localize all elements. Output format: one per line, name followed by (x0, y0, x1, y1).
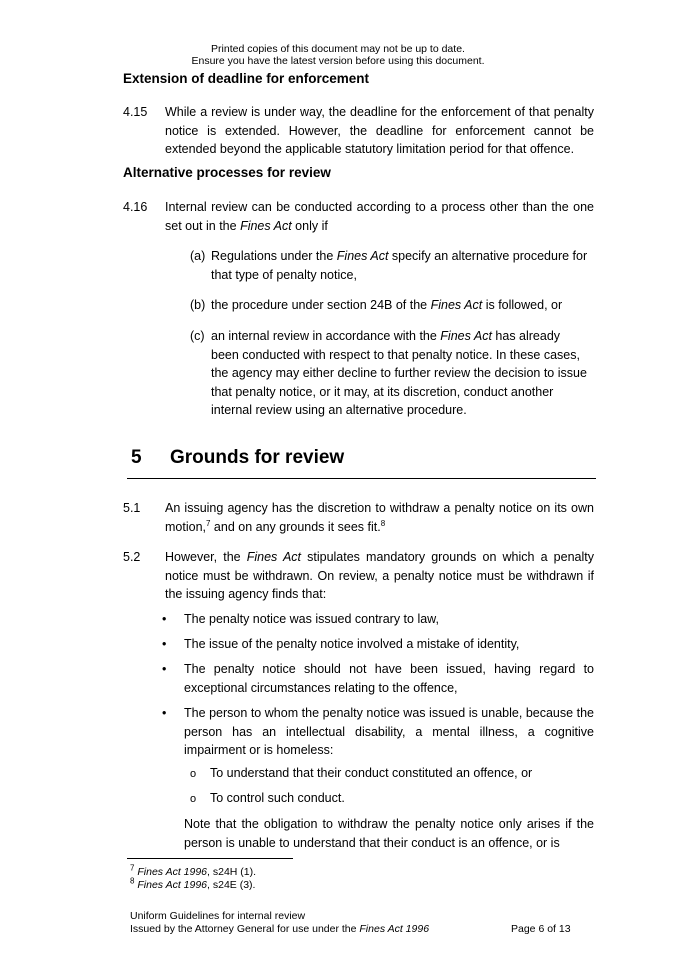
footer-issued-by: Issued by the Attorney General for use under the Fines Act 1996 (130, 923, 430, 935)
section-rule (127, 478, 596, 479)
item-text-b: the procedure under section 24B of the Fines Act is followed, or (211, 298, 563, 312)
section-number: 5 (131, 447, 142, 468)
item-label-c: (c) (190, 329, 205, 343)
footnote-7: $^7$ Fines Act 1996, s24H (1). (130, 863, 257, 878)
sub-bullet-icon: o (190, 793, 197, 805)
item-label-a: (a) (190, 249, 206, 263)
para-5-2-text: However, the Fines Act stipulates mandatory grounds on which a penalty notice must be withdrawn. On review, a penalty notice must be withdrawn if the issuing agency finds that: (165, 550, 594, 601)
disclaimer-line-1: Printed copies of this document may not be up to date. (211, 43, 465, 55)
bullet-icon: • (162, 612, 167, 626)
list-item-a (190, 247, 600, 287)
footnote-ref-7: 7 (206, 518, 211, 528)
para-5-1-text: An issuing agency has the discretion to withdraw a penalty notice on its own motion,$^7$ and on any grounds it sees fit.$^8$ (165, 501, 594, 534)
bullet-item: The penalty notice was issued contrary to law, (184, 612, 439, 626)
para-number-5-1: 5.1 (123, 501, 141, 515)
bullet-item: The person to whom the penalty notice was issued is unable, because the person has an intellectual disability, a mental illness, a cognitive impairment or is homeless: (184, 706, 594, 757)
note-text: Note that the obligation to withdraw the penalty notice only arises if the person is unable to understand that their conduct is an offence, or is (184, 817, 594, 850)
item-label-b: (b) (190, 298, 206, 312)
bullet-icon: • (162, 637, 167, 651)
sub-bullet-item: To control such conduct. (210, 791, 345, 805)
sub-bullet-item: To understand that their conduct constituted an offence, or (210, 766, 533, 780)
para-4-15-text: While a review is under way, the deadline for the enforcement of that penalty notice is extended. However, the deadline for enforcement cannot be extended beyond the applicable statutory limitation period for that offence. (165, 105, 594, 156)
para-number-4-16: 4.16 (123, 200, 148, 214)
sub-bullet-icon: o (190, 768, 197, 780)
item-text-c: an internal review in accordance with the Fines Act has already been conducted with respect to that penalty notice. In these cases, the agency may either decline to further review the decision to issue that penalty notice, or it may, at its discretion, conduct another internal review using an alternative procedure. (211, 329, 587, 417)
heading-extension-deadline: Extension of deadline for enforcement (123, 71, 370, 86)
page-number: Page 6 of 13 (511, 923, 571, 935)
disclaimer-line-2: Ensure you have the latest version before using this document. (191, 55, 485, 67)
item-text-a: Regulations under the Fines Act specify an alternative procedure for that type of penalty notice, (211, 249, 588, 282)
bullet-item: The issue of the penalty notice involved a mistake of identity, (184, 637, 520, 651)
list-item-c (190, 327, 600, 422)
para-number-5-2: 5.2 (123, 550, 141, 564)
footnote-rule (127, 858, 293, 859)
bullet-icon: • (162, 662, 167, 676)
section-title: Grounds for review (170, 447, 345, 468)
act-name: Fines Act (240, 218, 292, 233)
bullet-item: The penalty notice should not have been issued, having regard to exceptional circumstances relating to the offence, (184, 662, 594, 695)
footnote-8: $^8$ Fines Act 1996, s24E (3). (130, 876, 256, 891)
para-number-4-15: 4.15 (123, 105, 148, 119)
footer-title: Uniform Guidelines for internal review (130, 910, 306, 922)
bullet-icon: • (162, 706, 167, 720)
heading-alternative-processes: Alternative processes for review (123, 165, 331, 180)
footnote-ref-8: 8 (380, 518, 386, 528)
para-4-16-text: Internal review can be conducted according to a process other than the one set out in the Fines Act only if (165, 200, 594, 233)
list-item-b (190, 296, 600, 316)
